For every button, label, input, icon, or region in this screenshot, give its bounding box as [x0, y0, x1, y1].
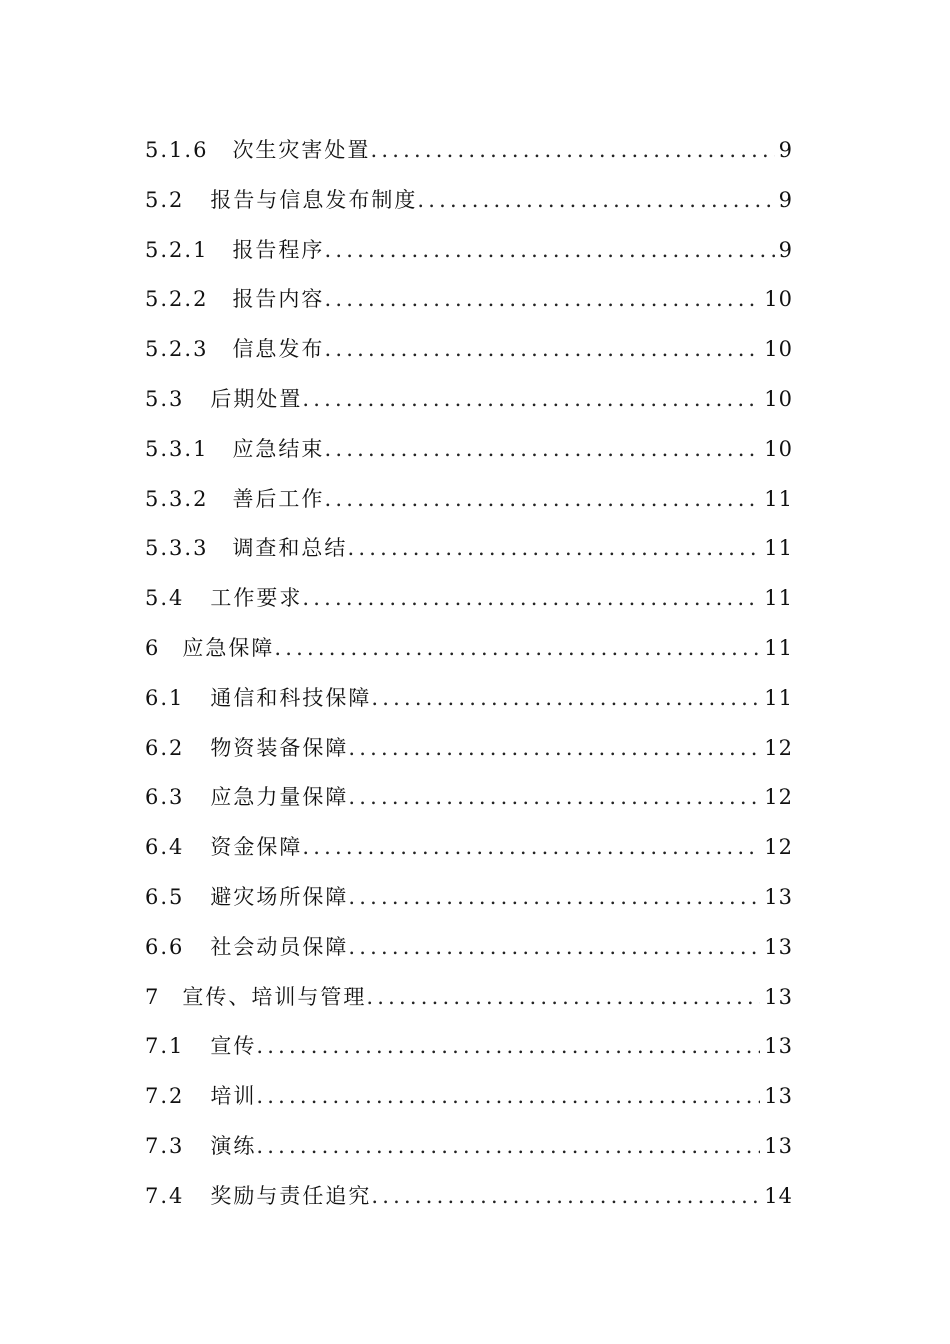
toc-entry[interactable]: [145, 624, 793, 674]
toc-entry-number: 5.3.3: [145, 536, 209, 561]
toc-entry-page-number: 11: [764, 685, 793, 710]
toc-entry[interactable]: [145, 574, 793, 624]
toc-entry-page-number: 11: [764, 635, 793, 660]
toc-dot-leader: [366, 973, 760, 1023]
toc-entry-page-number: 10: [764, 337, 793, 362]
toc-entry-number: 5.2.3: [145, 337, 209, 362]
toc-dot-leader: [348, 724, 760, 774]
toc-entry-title: 次生灾害处置: [232, 138, 371, 162]
toc-entry[interactable]: [145, 325, 793, 375]
toc-entry-number: 5.2.2: [145, 287, 209, 312]
toc-dot-leader: [256, 1122, 760, 1172]
toc-entry-title: 报告内容: [232, 287, 325, 312]
toc-entry-title: 后期处置: [210, 386, 303, 411]
toc-entry[interactable]: [145, 226, 793, 276]
toc-entry-page-number: 13: [764, 1133, 793, 1158]
toc-entry-title: 应急结束: [232, 436, 325, 461]
toc-dot-leader: [348, 773, 760, 823]
toc-entry-number: 6.6: [145, 934, 185, 959]
toc-entry[interactable]: [145, 823, 793, 873]
toc-dot-leader: [371, 674, 760, 724]
toc-entry-title: 宣传、培训与管理: [182, 984, 367, 1009]
toc-entry-title: 信息发布: [232, 337, 325, 362]
toc-entry-page-number: 14: [764, 1183, 793, 1208]
toc-dot-leader: [274, 624, 760, 674]
toc-entry-number: 5.3.2: [145, 486, 209, 511]
toc-entry-number: 5.3.1: [145, 436, 209, 461]
toc-entry-title: 善后工作: [232, 486, 325, 511]
toc-entry[interactable]: [145, 176, 793, 226]
toc-entry-number: 6: [145, 635, 161, 660]
toc-entry-page-number: 9: [778, 138, 793, 162]
toc-dot-leader: [324, 425, 760, 475]
toc-entry-number: 7: [145, 984, 161, 1009]
toc-entry-number: 7.2: [145, 1084, 185, 1109]
toc-entry[interactable]: [145, 923, 793, 973]
toc-dot-leader: [370, 126, 774, 176]
toc-entry-number: 5.4: [145, 586, 185, 611]
toc-entry[interactable]: [145, 524, 793, 574]
toc-entry-page-number: 10: [764, 436, 793, 461]
toc-entry-number: 5.3: [145, 386, 185, 411]
toc-entry-number: 6.1: [145, 685, 185, 710]
toc-entry-title: 通信和科技保障: [210, 685, 372, 710]
toc-entry-page-number: 10: [764, 386, 793, 411]
toc-entry-number: 7.3: [145, 1133, 185, 1158]
toc-entry-title: 避灾场所保障: [210, 884, 349, 909]
toc-entry-page-number: 13: [764, 1084, 793, 1109]
toc-entry-page-number: 11: [764, 536, 793, 561]
toc-entry[interactable]: [145, 1072, 793, 1122]
toc-dot-leader: [302, 375, 760, 425]
toc-entry-page-number: 10: [764, 287, 793, 312]
toc-entry[interactable]: [145, 973, 793, 1023]
toc-entry-title: 奖励与责任追究: [210, 1183, 372, 1208]
toc-entry[interactable]: [145, 425, 793, 475]
toc-entry-number: 7.4: [145, 1183, 185, 1208]
toc-entry-number: 7.1: [145, 1034, 185, 1059]
toc-entry-title: 报告与信息发布制度: [210, 187, 418, 212]
toc-dot-leader: [302, 823, 760, 873]
toc-entry[interactable]: [145, 674, 793, 724]
toc-entry-number: 5.1.6: [145, 138, 209, 162]
toc-entry[interactable]: [145, 873, 793, 923]
toc-dot-leader: [302, 574, 760, 624]
toc-entry[interactable]: [145, 126, 793, 176]
toc-entry[interactable]: [145, 475, 793, 525]
toc-entry-page-number: 11: [764, 486, 793, 511]
toc-dot-leader: [324, 475, 760, 525]
toc-entry-title: 演练: [210, 1133, 257, 1158]
toc-entry-number: 5.2.1: [145, 237, 209, 262]
toc-dot-leader: [371, 1172, 760, 1222]
toc-dot-leader: [324, 325, 760, 375]
toc-entry-title: 物资装备保障: [210, 735, 349, 760]
toc-entry[interactable]: [145, 1022, 793, 1072]
toc-entry-title: 资金保障: [210, 835, 303, 860]
toc-entry-page-number: 12: [764, 785, 793, 810]
toc-entry-number: 5.2: [145, 187, 185, 212]
toc-entry[interactable]: [145, 1122, 793, 1172]
toc-entry-page-number: 11: [764, 586, 793, 611]
toc-dot-leader: [348, 923, 760, 973]
toc-entry-title: 应急保障: [182, 635, 275, 660]
toc-entry-page-number: 12: [764, 835, 793, 860]
toc-entry-page-number: 13: [764, 884, 793, 909]
toc-entry[interactable]: [145, 724, 793, 774]
toc-entry-number: 6.4: [145, 835, 185, 860]
toc-dot-leader: [348, 873, 760, 923]
toc-entry-title: 培训: [210, 1084, 257, 1109]
toc-entry-page-number: 13: [764, 1034, 793, 1059]
toc-entry-number: 6.3: [145, 785, 185, 810]
toc-entry-title: 报告程序: [232, 237, 325, 262]
toc-dot-leader: [256, 1022, 760, 1072]
toc-dot-leader: [256, 1072, 760, 1122]
toc-entry[interactable]: [145, 773, 793, 823]
toc-dot-leader: [324, 275, 760, 325]
toc-entry-number: 6.2: [145, 735, 185, 760]
toc-entry-number: 6.5: [145, 884, 185, 909]
toc-entry-page-number: 9: [778, 187, 793, 212]
toc-entry-page-number: 12: [764, 735, 793, 760]
toc-entry-page-number: 13: [764, 934, 793, 959]
toc-entry-title: 应急力量保障: [210, 785, 349, 810]
toc-dot-leader: [417, 176, 774, 226]
toc-dot-leader: [347, 524, 760, 574]
toc-entry-page-number: 13: [764, 984, 793, 1009]
toc-entry[interactable]: [145, 375, 793, 425]
toc-entry-title: 宣传: [210, 1034, 257, 1059]
toc-dot-leader: [324, 226, 774, 276]
toc-entry-title: 工作要求: [210, 586, 303, 611]
toc-entry-title: 调查和总结: [232, 536, 348, 561]
toc-entry-title: 社会动员保障: [210, 934, 349, 959]
table-of-contents: [145, 126, 793, 1222]
toc-entry[interactable]: [145, 275, 793, 325]
toc-entry[interactable]: [145, 1172, 793, 1222]
toc-entry-page-number: 9: [778, 237, 793, 262]
